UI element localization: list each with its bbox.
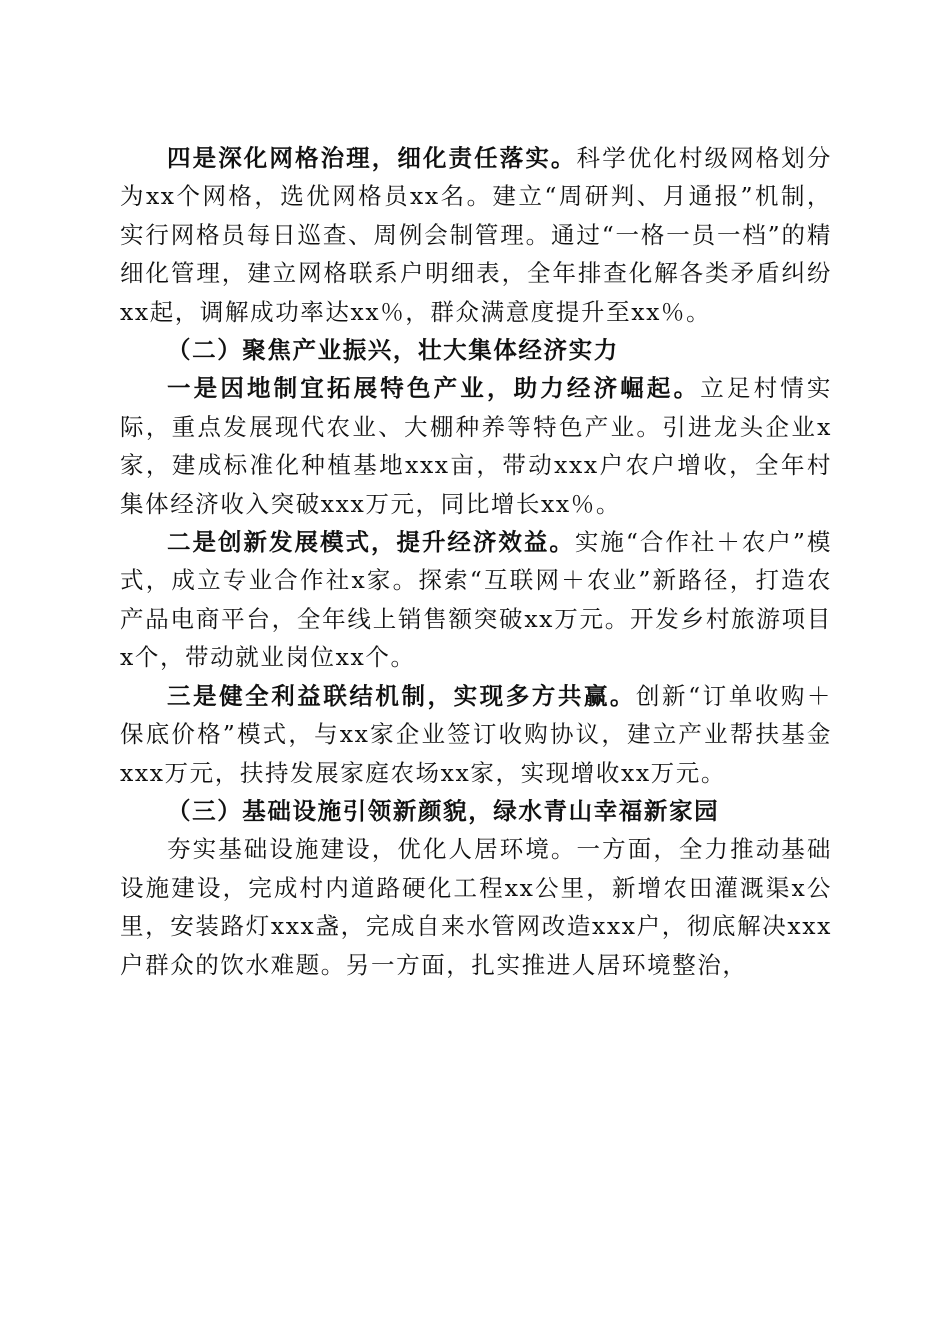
paragraph-body: 实施“合作社＋农户”模式，成立专业合作社x家。探索“互联网＋农业”新路径，打造农产品电商平台，全年线上销售额突破xx万元。开发乡村旅游项目x个，带动就业岗位xx个。 <box>120 528 832 672</box>
paragraph-body: 创新“订单收购＋保底价格”模式，与xx家企业签订收购协议，建立产业帮扶基金xxx万元，扶持发展家庭农场xx家，实现增收xx万元。 <box>120 681 832 787</box>
paragraph-grid-governance <box>120 139 832 331</box>
paragraph-lead: 四是深化网格治理，细化责任落实。 <box>167 144 577 172</box>
paragraph-lead: 一是因地制宜拓展特色产业，助力经济崛起。 <box>167 374 701 403</box>
paragraph-lead: 二是创新发展模式，提升经济效益。 <box>167 528 575 557</box>
section-heading-infrastructure: （三）基础设施引领新颜貌，绿水青山幸福新家园 <box>167 796 720 825</box>
paragraph-lead: 三是健全利益联结机制，实现多方共赢。 <box>167 681 636 710</box>
paragraph-body: 夯实基础设施建设，优化人居环境。一方面，全力推动基础设施建设，完成村内道路硬化工程xx公里，新增农田灌溉渠x公里，安装路灯xxx盏，完成自来水管网改造xxx户，彻底解决xxx户群众的饮水难题。另一方面，扎实推进人居环境整治， <box>120 835 832 979</box>
paragraph-body: 科学优化村级网格划分为xx个网格，选优网格员xx名。建立“周研判、月通报”机制，实行网格员每日巡查、周例会制管理。通过“一格一员一档”的精细化管理，建立网格联系户明细表，全年排查化解各类矛盾纠纷xx起，调解成功率达xx％，群众满意度提升至xx％。 <box>120 144 832 326</box>
document-body <box>120 139 832 984</box>
paragraph-body: 立足村情实际，重点发展现代农业、大棚种养等特色产业。引进龙头企业x家，建成标准化种植基地xxx亩，带动xxx户农户增收，全年村集体经济收入突破xxx万元，同比增长xx％。 <box>120 374 832 518</box>
section-heading-industry: （二）聚焦产业振兴，壮大集体经济实力 <box>167 336 619 365</box>
paragraph-characteristic-industry <box>120 369 832 523</box>
paragraph-development-model <box>120 523 832 677</box>
paragraph-infrastructure <box>120 830 832 984</box>
paragraph-interest-linkage <box>120 677 832 792</box>
